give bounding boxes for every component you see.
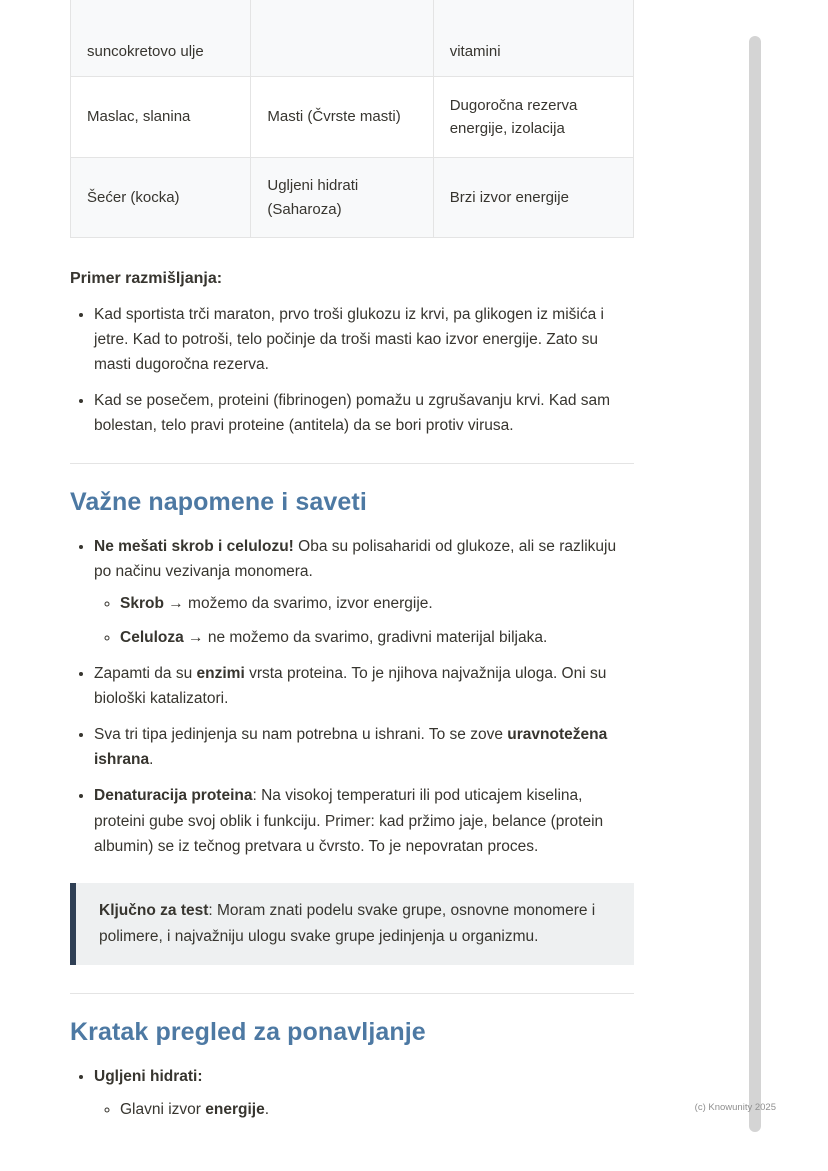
text: → možemo da svarimo, izvor energije. [163,594,433,612]
text: . [264,1100,270,1118]
table-row [71,77,633,158]
food-examples-table [70,0,634,238]
list-item [94,534,634,650]
example-thinking-list [70,302,634,439]
important-notes-heading: Važne napomene i saveti [70,487,367,516]
cell-text: suncokretovo ulje [87,42,204,60]
cell-text: Ugljeni hidrati (Saharoza) [267,177,359,218]
bold-text: Denaturacija proteina [94,787,253,805]
cell-text: Masti (Čvrste masti) [267,108,401,126]
document-content [70,0,634,1133]
key-for-test-callout [70,883,634,966]
text: . [149,751,154,769]
cell-text: vitamini [449,42,501,60]
cell-text: Šećer (kocka) [87,188,180,206]
table-cell [250,158,433,237]
quick-review-list [70,1064,634,1121]
table-cell [250,0,433,76]
table-cell [250,77,433,157]
sub-list [94,591,634,650]
sub-list-item [120,1097,634,1122]
section-divider [70,463,634,464]
sub-list [94,1097,634,1122]
text: Sva tri tipa jedinjenja su nam potrebna u ishrani. To se zove [94,726,508,744]
sub-list-item [120,591,634,616]
list-item [94,302,634,377]
table-cell [434,77,633,157]
example-thinking-heading: Primer razmišljanja: [70,270,223,287]
sub-list-item [120,625,634,650]
bold-text: Celuloza [120,628,184,646]
vertical-scrollbar[interactable] [749,36,761,1132]
important-notes-list [70,534,634,859]
text: : Moram znati podelu svake grupe, osnovne monomere i polimere, i najvažniju ulogu svake grupe jedinjenja u organizmu. [99,901,596,946]
text: vrsta proteina. To je njihova najvažnija uloga. Oni su biološki katalizatori. [94,664,607,708]
table-cell [434,0,633,76]
bold-text: uravnotežena ishrana [94,726,608,769]
table-row [71,0,633,77]
table-cell [71,0,250,76]
bold-text: Ne mešati skrob i celulozu! [94,537,294,555]
quick-review-heading: Kratak pregled za ponavljanje [70,1018,426,1047]
table-cell [434,158,633,237]
bold-text: Ugljeni hidrati: [94,1068,203,1086]
bold-text: energije [205,1100,265,1118]
table-cell [71,158,250,237]
footer-credit: (c) Knowunity 2025 [694,1102,776,1113]
cell-text: Brzi izvor energije [449,188,569,206]
list-item [94,1064,634,1121]
table-cell [71,77,250,157]
text: Kad sportista trči maraton, prvo troši glukozu iz krvi, pa glikogen iz mišića i jetre. Kad to potroši, telo počinje da troši masti kao izvor energije. Zato su masti dugoročna rezerva. [94,306,604,374]
table-row [71,158,633,238]
list-item [94,783,634,858]
list-item [94,722,634,772]
cell-text: Dugoročna rezerva energije, izolacija [449,96,578,137]
list-item [94,388,634,438]
text: Glavni izvor [120,1100,206,1118]
text: Oba su polisaharidi od glukoze, ali se razlikuju po načinu vezivanja monomera. [94,537,617,580]
text: Kad se posečem, proteini (fibrinogen) pomažu u zgrušavanju krvi. Kad sam bolestan, telo pravi proteine (antitela) da se bori protiv virusa. [94,392,611,435]
text: Zapamti da su [94,664,197,682]
text: : Na visokoj temperaturi ili pod uticajem kiselina, proteini gube svoj oblik i funkciju. Primer: kad pržimo jaje, belance (protein albumin) se iz tečnog pretvara u čvrsto. To je nepovratan proces. [94,787,604,855]
text: → ne možemo da svarimo, gradivni materijal biljaka. [183,628,548,646]
bold-text: Ključno za test [99,901,209,919]
bold-text: Skrob [120,594,164,612]
bold-text: enzimi [196,664,245,682]
section-divider [70,993,634,994]
list-item [94,661,634,711]
cell-text: Maslac, slanina [87,108,191,126]
